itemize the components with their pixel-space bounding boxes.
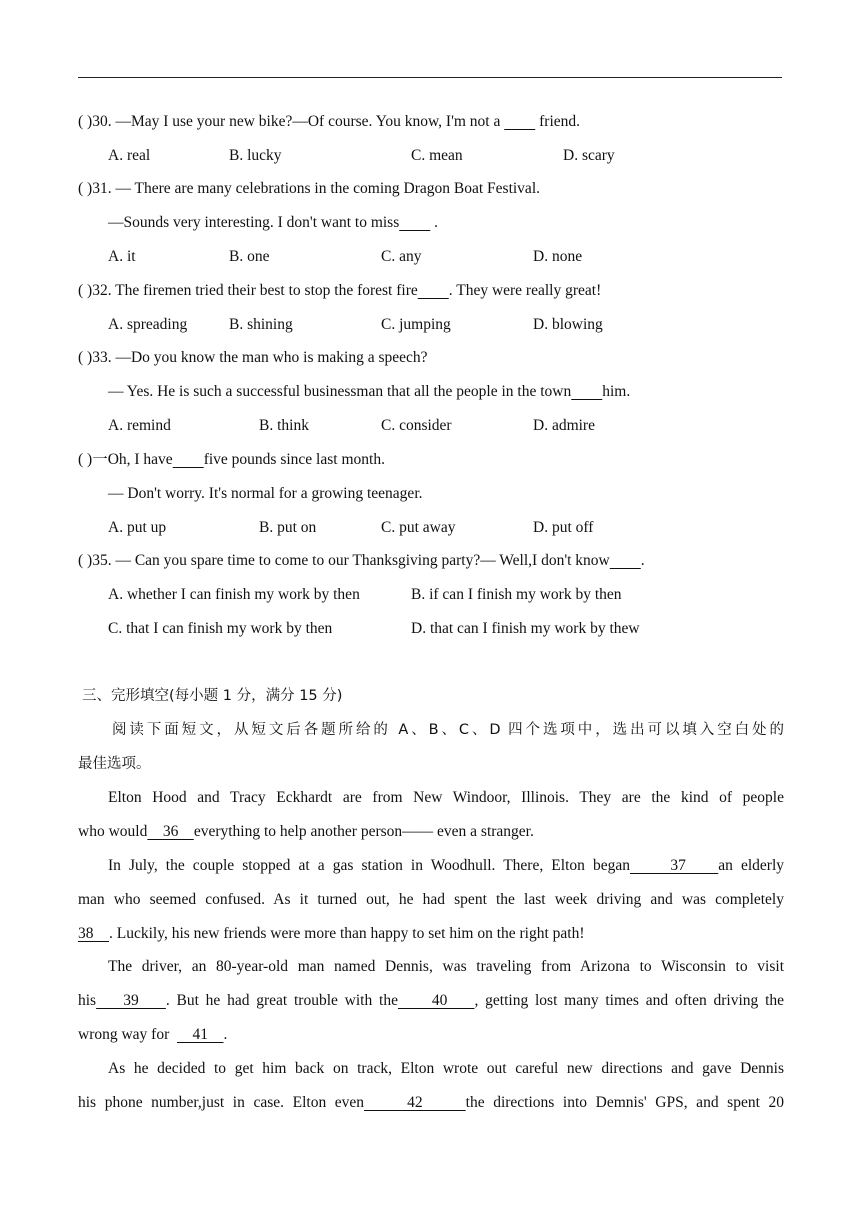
blank-36[interactable]: 36	[147, 823, 194, 840]
passage-text: his	[78, 992, 97, 1009]
passage-line: Elton Hood and Tracy Eckhardt are from New Windoor, Illinois. They are the kind of people	[108, 789, 784, 806]
blank-38[interactable]: 38	[78, 925, 109, 942]
option-c: C. any	[381, 248, 422, 265]
option-d: D. none	[533, 248, 583, 265]
blank-37[interactable]: 37	[629, 857, 719, 874]
option-a: A. spreading	[108, 316, 188, 333]
question-stem-end: . They were really great!	[448, 282, 602, 299]
passage-text: an elderly	[718, 857, 784, 874]
passage-text: .	[223, 1026, 228, 1043]
question-31: ( )31. — There are many celebrations in the coming Dragon Boat Festival.	[78, 180, 540, 197]
passage-text: , getting lost many times and often driving the	[474, 992, 785, 1009]
answer-blank[interactable]	[399, 214, 430, 231]
blank-40[interactable]: 40	[397, 992, 475, 1009]
option-d: D. that can I finish my work by thew	[411, 620, 640, 637]
passage-text: wrong way for	[78, 1026, 178, 1043]
passage-text: . But he had great trouble with the	[165, 992, 398, 1009]
option-b: B. shining	[229, 316, 293, 333]
question-stem: —Sounds very interesting. I don't want to miss	[108, 214, 400, 231]
header-rule	[78, 77, 782, 78]
section-title: 三、完形填空(每小题 1 分，满分 15 分)	[82, 688, 343, 704]
passage-line	[78, 924, 585, 944]
question-stem-end: friend.	[535, 113, 581, 130]
passage-line: The driver, an 80-year-old man named Dennis, was traveling from Arizona to Wisconsin to visit	[108, 958, 784, 975]
question-34	[78, 450, 385, 470]
question-31-reply	[108, 213, 438, 233]
passage-line: man who seemed confused. As it turned out, he had spent the last week driving and was completely	[78, 891, 784, 908]
question-stem: ( )32. The firemen tried their best to stop the forest fire	[78, 282, 418, 299]
question-stem-end: .	[640, 552, 645, 569]
option-d: D. blowing	[533, 316, 603, 333]
option-b: B. if can I finish my work by then	[411, 586, 622, 603]
question-stem: ( )30. —May I use your new bike?—Of course. You know, I'm not a	[78, 113, 505, 130]
option-b: B. one	[229, 248, 270, 265]
option-d: D. admire	[533, 417, 595, 434]
passage-text: In July, the couple stopped at a gas station in Woodhull. There, Elton began	[108, 857, 630, 874]
option-b: B. think	[259, 417, 309, 434]
passage-text: the directions into Demnis' GPS, and spent 20	[465, 1094, 785, 1111]
question-30	[78, 112, 580, 132]
option-c: C. put away	[381, 519, 456, 536]
option-a: A. put up	[108, 519, 167, 536]
question-33: ( )33. —Do you know the man who is making a speech?	[78, 349, 428, 366]
question-34-reply: — Don't worry. It's normal for a growing teenager.	[108, 485, 423, 502]
passage-line	[78, 991, 784, 1011]
passage-line	[78, 1093, 784, 1113]
passage-text: his phone number,just in case. Elton even	[78, 1094, 365, 1111]
question-stem: ( )一Oh, I have	[78, 451, 173, 468]
answer-blank[interactable]	[571, 383, 602, 400]
option-a: A. remind	[108, 417, 171, 434]
blank-41[interactable]: 41	[177, 1026, 224, 1043]
option-d: D. scary	[563, 147, 615, 164]
option-c: C. consider	[381, 417, 452, 434]
passage-line	[78, 856, 784, 876]
section-instructions: 阅读下面短文，从短文后各题所给的 A、B、C、D 四个选项中，选出可以填入空白处的	[112, 722, 784, 738]
blank-39[interactable]: 39	[96, 992, 166, 1009]
question-35	[78, 551, 645, 571]
question-stem-end: him.	[602, 383, 631, 400]
passage-text: who would	[78, 823, 148, 840]
option-a: A. real	[108, 147, 151, 164]
passage-line	[78, 822, 534, 842]
option-c: C. that I can finish my work by then	[108, 620, 333, 637]
blank-42[interactable]: 42	[364, 1094, 466, 1111]
answer-blank[interactable]	[610, 552, 641, 569]
passage-text: . Luckily, his new friends were more than happy to set him on the right path!	[109, 925, 585, 942]
answer-blank[interactable]	[418, 282, 449, 299]
question-stem: — Yes. He is such a successful businessman that all the people in the town	[108, 383, 572, 400]
section-instructions-end: 最佳选项。	[78, 756, 151, 772]
option-d: D. put off	[533, 519, 594, 536]
question-stem-end: five pounds since last month.	[203, 451, 385, 468]
option-a: A. whether I can finish my work by then	[108, 586, 360, 603]
question-32	[78, 281, 601, 301]
answer-blank[interactable]	[173, 451, 204, 468]
question-stem: ( )35. — Can you spare time to come to our Thanksgiving party?— Well,I don't know	[78, 552, 610, 569]
question-stem-end: .	[430, 214, 438, 231]
passage-line	[78, 1025, 227, 1045]
answer-blank[interactable]	[504, 113, 535, 130]
option-b: B. put on	[259, 519, 317, 536]
passage-text: everything to help another person—— even a stranger.	[193, 823, 534, 840]
option-b: B. lucky	[229, 147, 282, 164]
option-c: C. jumping	[381, 316, 451, 333]
question-33-reply	[108, 382, 630, 402]
option-c: C. mean	[411, 147, 463, 164]
passage-line: As he decided to get him back on track, Elton wrote out careful new directions and gave Dennis	[108, 1060, 784, 1077]
option-a: A. it	[108, 248, 136, 265]
